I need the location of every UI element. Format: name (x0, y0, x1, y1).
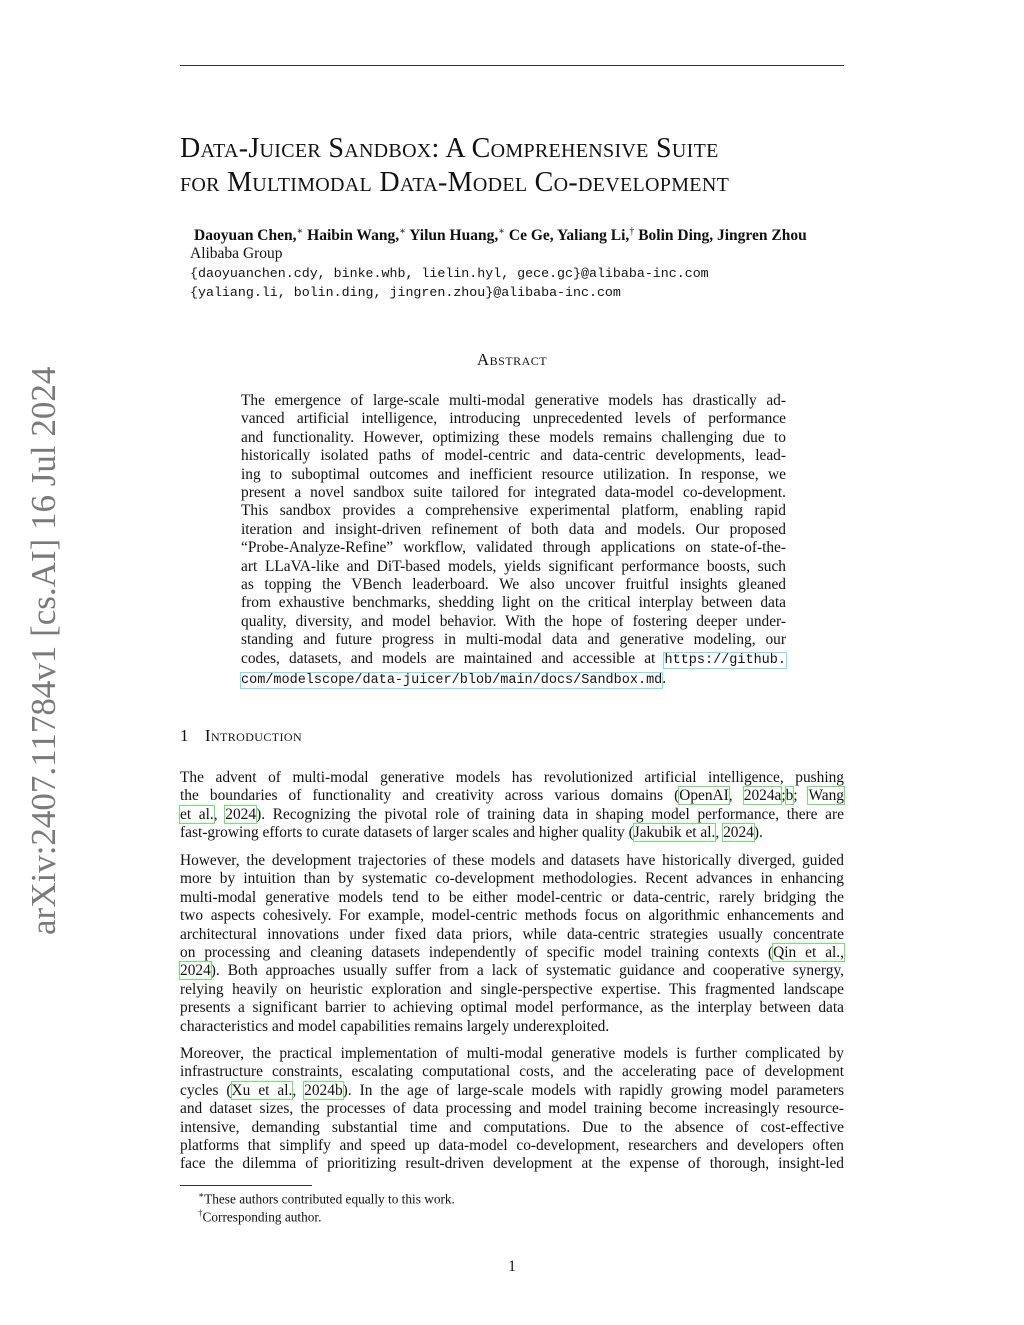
citation-openai[interactable]: OpenAI (679, 787, 729, 805)
abstract-line: standing and future progress in multi-modal data and generative modeling, our (241, 631, 786, 649)
line-text: fast-growing efforts to curate datasets of larger scales and higher quality ( (180, 824, 634, 842)
page-number: 1 (508, 1258, 516, 1275)
intro-paragraph-3 (180, 1045, 844, 1174)
paragraph-line (180, 787, 844, 805)
equal-contrib-mark: ∗ (498, 226, 506, 237)
footnote-corresponding (198, 1208, 321, 1225)
line-text: , (292, 1081, 305, 1099)
citation-2024a[interactable]: 2024a (743, 787, 782, 805)
citation-wang-etal[interactable]: et al. (180, 805, 214, 823)
corresponding-mark: † (629, 226, 635, 237)
arxiv-identifier: arXiv:2407.11784v1 [cs.AI] 16 Jul 2024 (24, 366, 63, 935)
paragraph-line (180, 944, 844, 962)
paragraph-line: and dataset sizes, the processes of data processing and model training become increasingly resource- (180, 1100, 844, 1118)
line-text: ). Recognizing the pivotal role of training data in shaping model performance, there are (256, 805, 844, 823)
paragraph-line (180, 824, 844, 842)
paragraph-line: architectural innovations under fixed data priors, while data-centric strategies usually concentrate (180, 925, 844, 943)
footnote-equal-contribution (198, 1190, 455, 1207)
author-list (194, 226, 807, 245)
intro-paragraph-2 (180, 852, 844, 1036)
paragraph-line: presents a significant barrier to achieving optimal model performance, as the interplay between data (180, 999, 844, 1017)
author-5: Bolin Ding, Jingren Zhou (638, 227, 807, 245)
intro-paragraph-1 (180, 769, 844, 843)
paragraph-line (180, 806, 844, 824)
sandbox-link-part-2[interactable]: com/modelscope/data-juicer/blob/main/docs/Sandbox.md (241, 673, 663, 689)
line-text: the boundaries of functionality and creativity across various domains ( (180, 787, 680, 805)
citation-xu[interactable]: Xu et al. (231, 1081, 293, 1099)
line-text: ). (753, 824, 763, 842)
paragraph-line: However, the development trajectories of these models and datasets have historically diverged, guided (180, 852, 844, 869)
abstract-line: and functionality. However, optimizing these models remains challenging due to (241, 428, 786, 446)
paragraph-line: characteristics and model capabilities remains largely underexploited. (180, 1017, 610, 1035)
paragraph-line: more by intuition than by systematic co-development methodologies. Recent advances in enhancing (180, 870, 844, 888)
citation-qin[interactable]: Qin et al., (773, 944, 844, 962)
sandbox-link-part-1[interactable]: https://github. (664, 652, 786, 668)
citation-xu-2024b[interactable]: 2024b (304, 1081, 343, 1099)
abstract-line: as topping the VBench leaderboard. We also uncover fruitful insights gleaned (241, 576, 786, 594)
abstract-line: from exhaustive benchmarks, shedding light on the critical interplay between data (241, 594, 786, 612)
abstract-heading: Abstract (476, 350, 548, 369)
affiliation: Alibaba Group (190, 245, 283, 262)
citation-wang[interactable]: Wang (808, 787, 844, 805)
citation-jakubik[interactable]: Jakubik et al. (633, 824, 716, 842)
citation-wang-2024[interactable]: 2024 (225, 805, 257, 823)
equal-contrib-mark: ∗ (399, 226, 406, 237)
abstract-period: . (662, 670, 667, 688)
paragraph-line: The advent of multi-modal generative models has revolutionized artificial intelligence, pushing (180, 769, 844, 786)
author-1: Daoyuan Chen, (194, 227, 297, 245)
section-number: 1 (180, 726, 189, 745)
paragraph-line: two aspects cohesively. For example, model-centric methods focus on algorithmic enhancements and (180, 907, 844, 925)
line-text: cycles ( (180, 1081, 232, 1099)
abstract-line-text: codes, datasets, and models are maintained and accessible at (241, 649, 656, 667)
abstract-line: ing to suboptimal outcomes and inefficient resource utilization. In response, we (241, 465, 786, 483)
line-text: , (728, 787, 744, 805)
paragraph-line: multi-modal generative models tend to be either model-centric or data-centric, rarely bridging the (180, 888, 844, 906)
author-4: Ce Ge, Yaliang Li, (508, 227, 630, 245)
paragraph-line: infrastructure constraints, escalating computational costs, and the accelerating pace of development (180, 1063, 844, 1081)
footnote-mark: ∗ (198, 1190, 205, 1200)
section-title: Introduction (204, 726, 303, 745)
top-rule (180, 65, 844, 66)
abstract-line: The emergence of large-scale multi-modal generative models has drastically ad- (241, 392, 786, 409)
paragraph-line: platforms that simplify and speed up data-model co-development, researchers and developers often (180, 1137, 844, 1155)
abstract-body (241, 392, 786, 691)
paragraph-line: relying heavily on heuristic exploration and single-perspective expertise. This fragmented landscape (180, 980, 844, 998)
abstract-line (241, 650, 786, 670)
footnote-text: Corresponding author. (202, 1209, 322, 1225)
abstract-line: This sandbox provides a comprehensive experimental platform, enabling rapid (241, 502, 786, 520)
title-line-2: for Multimodal Data-Model Co-development (180, 167, 730, 198)
abstract-line: quality, diversity, and model behavior. With the hope of fostering deeper under- (241, 612, 786, 630)
paragraph-line (180, 962, 844, 980)
abstract-line: present a novel sandbox suite tailored for integrated data-model co-development. (241, 484, 786, 502)
footnote-rule (180, 1185, 312, 1186)
line-text: on processing and cleaning datasets independently of specific model training contexts ( (180, 944, 774, 962)
email-line-2: {yaliang.li, bolin.ding, jingren.zhou}@alibaba-inc.com (190, 285, 621, 300)
abstract-line: “Probe-Analyze-Refine” workflow, validated through applications on state-of-the- (241, 539, 786, 557)
abstract-line: vanced artificial intelligence, introducing unprecedented levels of performance (241, 410, 786, 428)
citation-2024b[interactable]: b (785, 787, 794, 805)
line-text: ). In the age of large-scale models with rapidly growing model parameters (342, 1081, 844, 1099)
line-text: , (213, 805, 226, 823)
paragraph-line: Moreover, the practical implementation of multi-modal generative models is further complicated by (180, 1045, 844, 1062)
author-3: Yilun Huang, (409, 227, 499, 245)
footnote-mark: † (198, 1208, 203, 1218)
citation-jakubik-2024[interactable]: 2024 (723, 824, 754, 842)
abstract-line: historically isolated paths of model-centric and data-centric developments, lead- (241, 447, 786, 465)
paragraph-line: intensive, demanding substantial time and computations. Due to the absence of cost-effective (180, 1118, 844, 1136)
line-text: , (715, 824, 724, 842)
line-text: ). Both approaches usually suffer from a lack of systematic guidance and cooperative synergy, (210, 962, 844, 980)
paragraph-line: face the dilemma of prioritizing result-driven development at the expense of thorough, insight-led (180, 1155, 844, 1173)
footnote-text: These authors contributed equally to this work. (204, 1191, 455, 1207)
equal-contrib-mark: ∗ (296, 226, 304, 237)
citation-qin-2024[interactable]: 2024 (180, 962, 211, 980)
author-2: Haibin Wang, (307, 227, 400, 245)
line-text: ; (793, 787, 809, 805)
abstract-line (241, 670, 786, 690)
abstract-line: iteration and insight-driven refinement of both data and models. Our proposed (241, 520, 786, 538)
paper-title (180, 132, 860, 200)
line-text: ; (781, 787, 786, 805)
section-heading-introduction (180, 726, 302, 746)
abstract-line: art LLaVA-like and DiT-based models, yields significant performance boosts, such (241, 557, 786, 575)
email-line-1: {daoyuanchen.cdy, binke.whb, lielin.hyl, gece.gc}@alibaba-inc.com (190, 266, 709, 281)
title-line-1: Data-Juicer Sandbox: A Comprehensive Suite (180, 133, 719, 164)
paragraph-line (180, 1082, 844, 1100)
